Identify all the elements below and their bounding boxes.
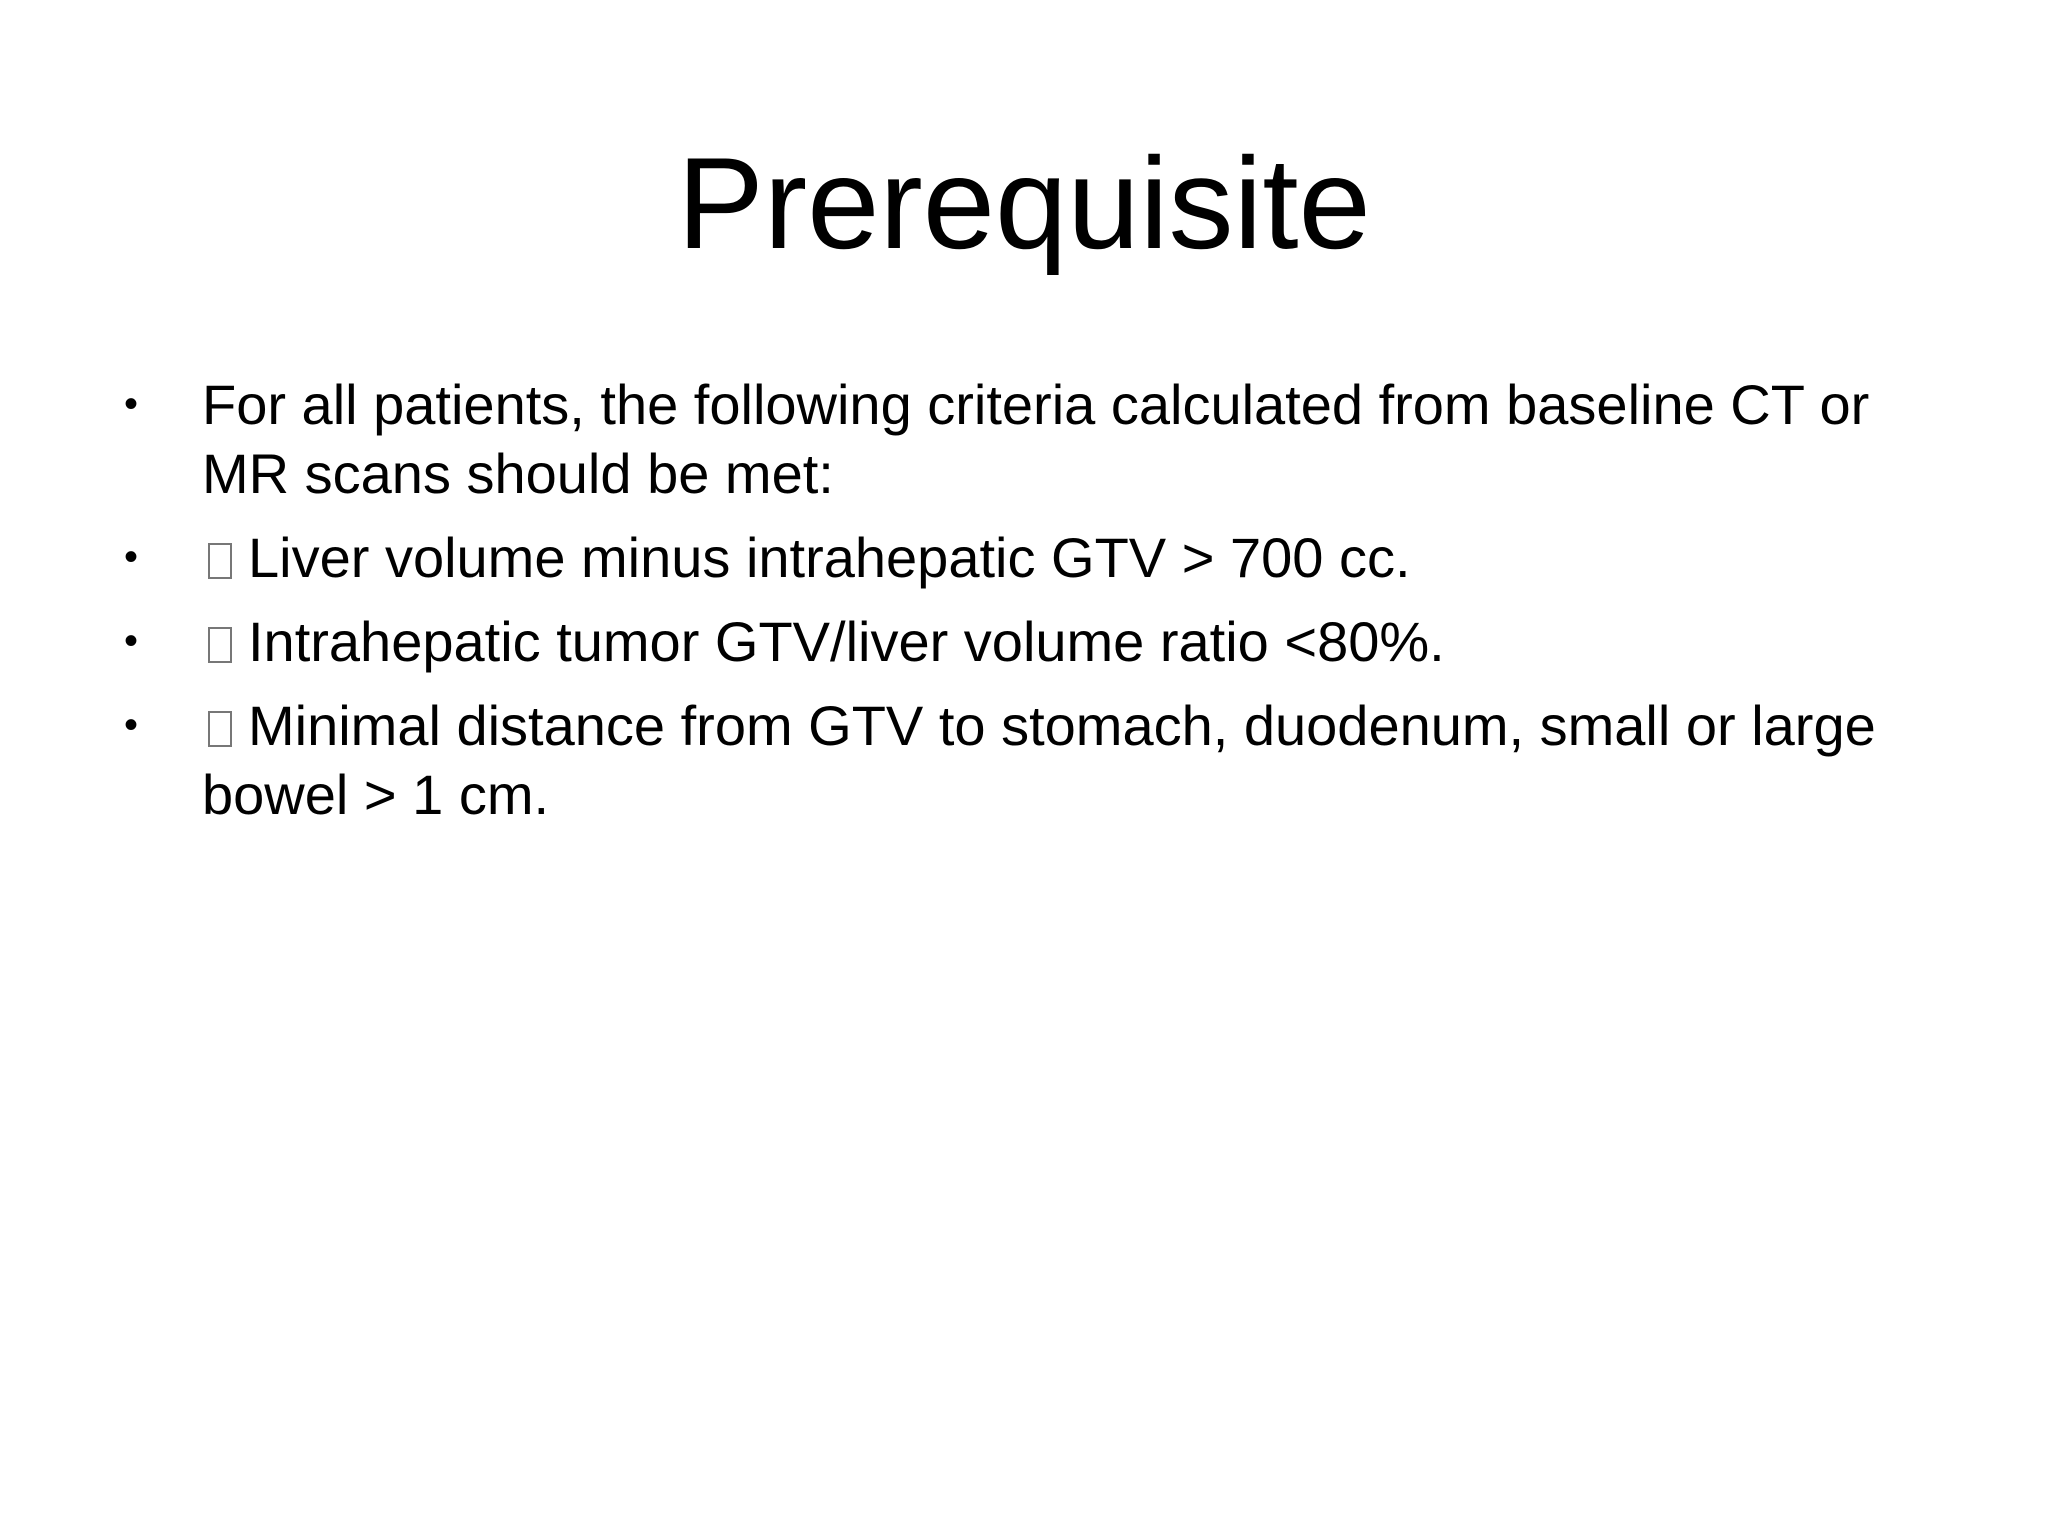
list-item: [120, 370, 1950, 508]
list-item: [120, 523, 1950, 592]
bullet-icon: •: [124, 703, 139, 747]
missing-glyph-box-icon: [208, 711, 232, 747]
bullet-icon: •: [124, 382, 139, 426]
slide-title: Prerequisite: [677, 130, 1371, 276]
list-item: [120, 691, 1950, 829]
missing-glyph-box-icon: [208, 627, 232, 663]
missing-glyph-box-icon: [208, 543, 232, 579]
bullet-icon: •: [124, 535, 139, 579]
list-item: [120, 607, 1950, 676]
bullet-text: Liver volume minus intrahepatic GTV > 700 cc.: [248, 526, 1411, 589]
bullet-list: [120, 370, 1950, 844]
bullet-text: Intrahepatic tumor GTV/liver volume ratio <80%.: [248, 610, 1445, 673]
bullet-text: For all patients, the following criteria calculated from baseline CT or MR scans should be met:: [202, 373, 1870, 505]
bullet-icon: •: [124, 619, 139, 663]
bullet-text: Minimal distance from GTV to stomach, duodenum, small or large bowel > 1 cm.: [202, 694, 1876, 826]
